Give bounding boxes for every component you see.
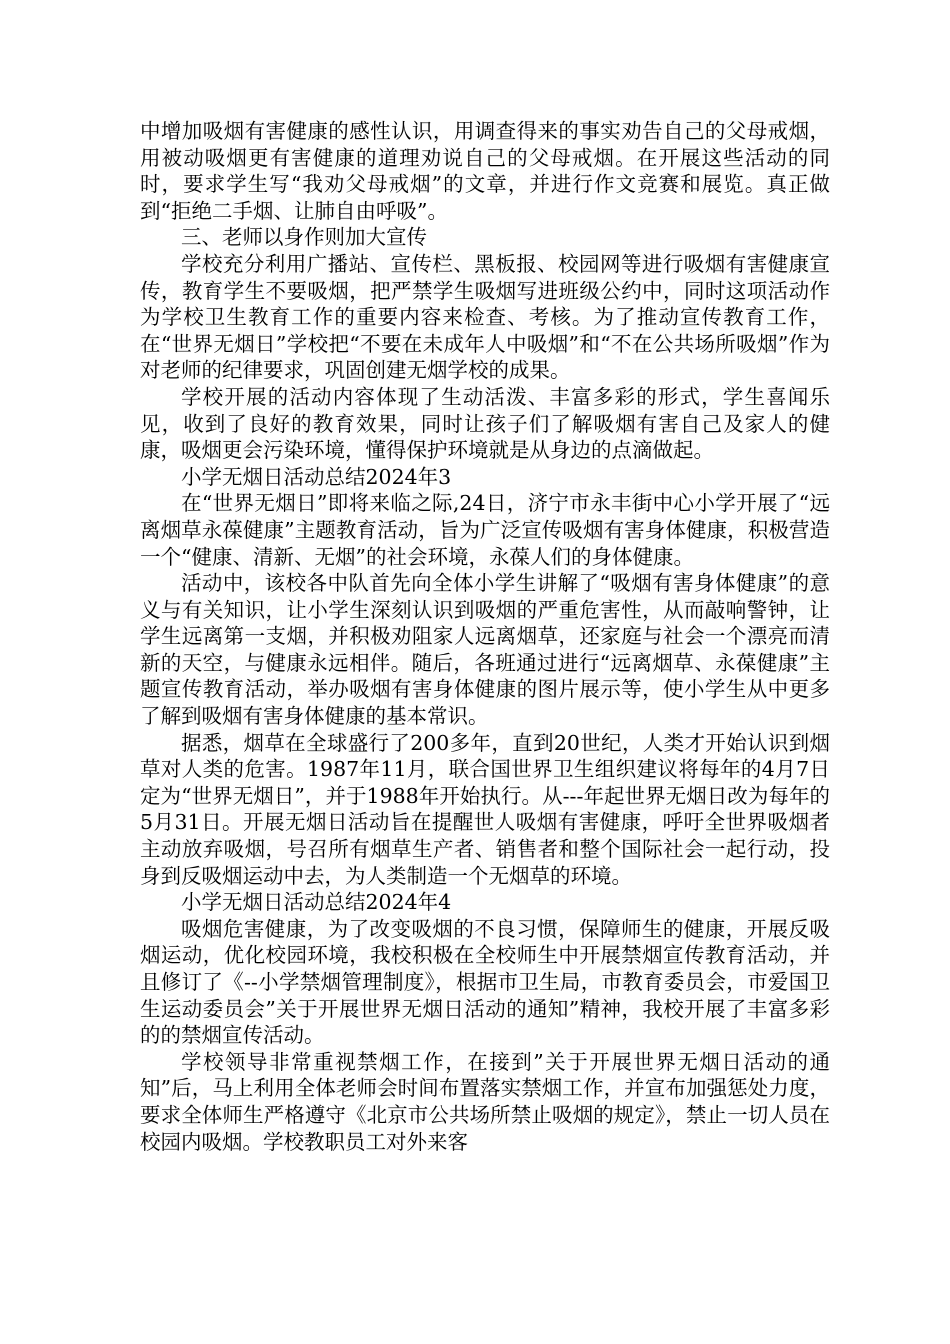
paragraph-history: 据悉，烟草在全球盛行了200多年，直到20世纪，人类才开始认识到烟草对人类的危害。1987年11月，联合国世界卫生组织建议将每年的4月7日定为“世界无烟日”，并于1988年开始执行。从---年起世界无烟日改为每年的5月31日。开展无烟日活动旨在提醒世人吸烟有害健康，呼吁全世界吸烟者主动放弃吸烟，号召所有烟草生产者、销售者和整个国际社会一起行动，投身到反吸烟运动中去，为人类制造一个无烟草的环境。 (140, 730, 830, 888)
document-body (140, 118, 830, 1155)
paragraph-school-leadership: 学校领导非常重视禁烟工作，在接到”关于开展世界无烟日活动的通知”后，马上利用全体老师会时间布置落实禁烟工作，并宣布加强惩处力度，要求全体师生严格遵守《北京市公共场所禁止吸烟的规定》，禁止一切人员在校园内吸烟。学校教职员工对外来客 (140, 1049, 830, 1154)
section-heading-summary-3: 小学无烟日活动总结2024年3 (181, 464, 452, 489)
paragraph-continuation: 中增加吸烟有害健康的感性认识，用调查得来的事实劝告自己的父母戒烟，用被动吸烟更有害健康的道理劝说自己的父母戒烟。在开展这些活动的同时，要求学生写“我劝父母戒烟”的文章，并进行作文竞赛和展览。真正做到“拒绝二手烟、让肺自由呼吸”。 (140, 119, 830, 223)
paragraph-jining-school: 在“世界无烟日”即将来临之际,24日，济宁市永丰街中心小学开展了“远离烟草永葆健康”主题教育活动，旨为广泛宣传吸烟有害身体健康，积极营造一个“健康、清新、无烟”的社会环境，永葆人们的身体健康。 (140, 491, 830, 569)
section-heading-teachers: 三、老师以身作则加大宣传 (181, 225, 427, 250)
paragraph-publicity: 学校充分利用广播站、宣传栏、黑板报、校园网等进行吸烟有害健康宣传，教育学生不要吸烟，把严禁学生吸烟写进班级公约中，同时这项活动作为学校卫生教育工作的重要内容来检查、考核。为了推动宣传教育工作，在“世界无烟日”学校把“不要在未成年人中吸烟”和“不在公共场所吸烟”作为对老师的纪律要求，巩固创建无烟学校的成果。 (140, 251, 830, 383)
paragraph-activity-effect: 学校开展的活动内容体现了生动活泼、丰富多彩的形式，学生喜闻乐见，收到了良好的教育效果，同时让孩子们了解吸烟有害自己及家人的健康，吸烟更会污染环境，懂得保护环境就是从身边的点滴做起。 (140, 384, 830, 463)
section-heading-summary-4: 小学无烟日活动总结2024年4 (181, 890, 452, 915)
paragraph-activity-details: 活动中，该校各中队首先向全体小学生讲解了“吸烟有害身体健康”的意义与有关知识，让小学生深刻认识到吸烟的严重危害性，从而敲响警钟，让学生远离第一支烟，并积极劝阻家人远离烟草，还家庭与社会一个漂亮而清新的天空，与健康永远相伴。随后，各班通过进行“远离烟草、永葆健康”主题宣传教育活动，举办吸烟有害身体健康的图片展示等，使小学生从中更多了解到吸烟有害身体健康的基本常识。 (140, 571, 830, 729)
paragraph-no-smoking-campaign: 吸烟危害健康，为了改变吸烟的不良习惯，保障师生的健康，开展反吸烟运动，优化校园环境，我校积极在全校师生中开展禁烟宣传教育活动，并且修订了《--小学禁烟管理制度》，根据市卫生局，市教育委员会，市爱国卫生运动委员会”关于开展世界无烟日活动的通知”精神，我校开展了丰富多彩的的禁烟宣传活动。 (140, 916, 830, 1048)
